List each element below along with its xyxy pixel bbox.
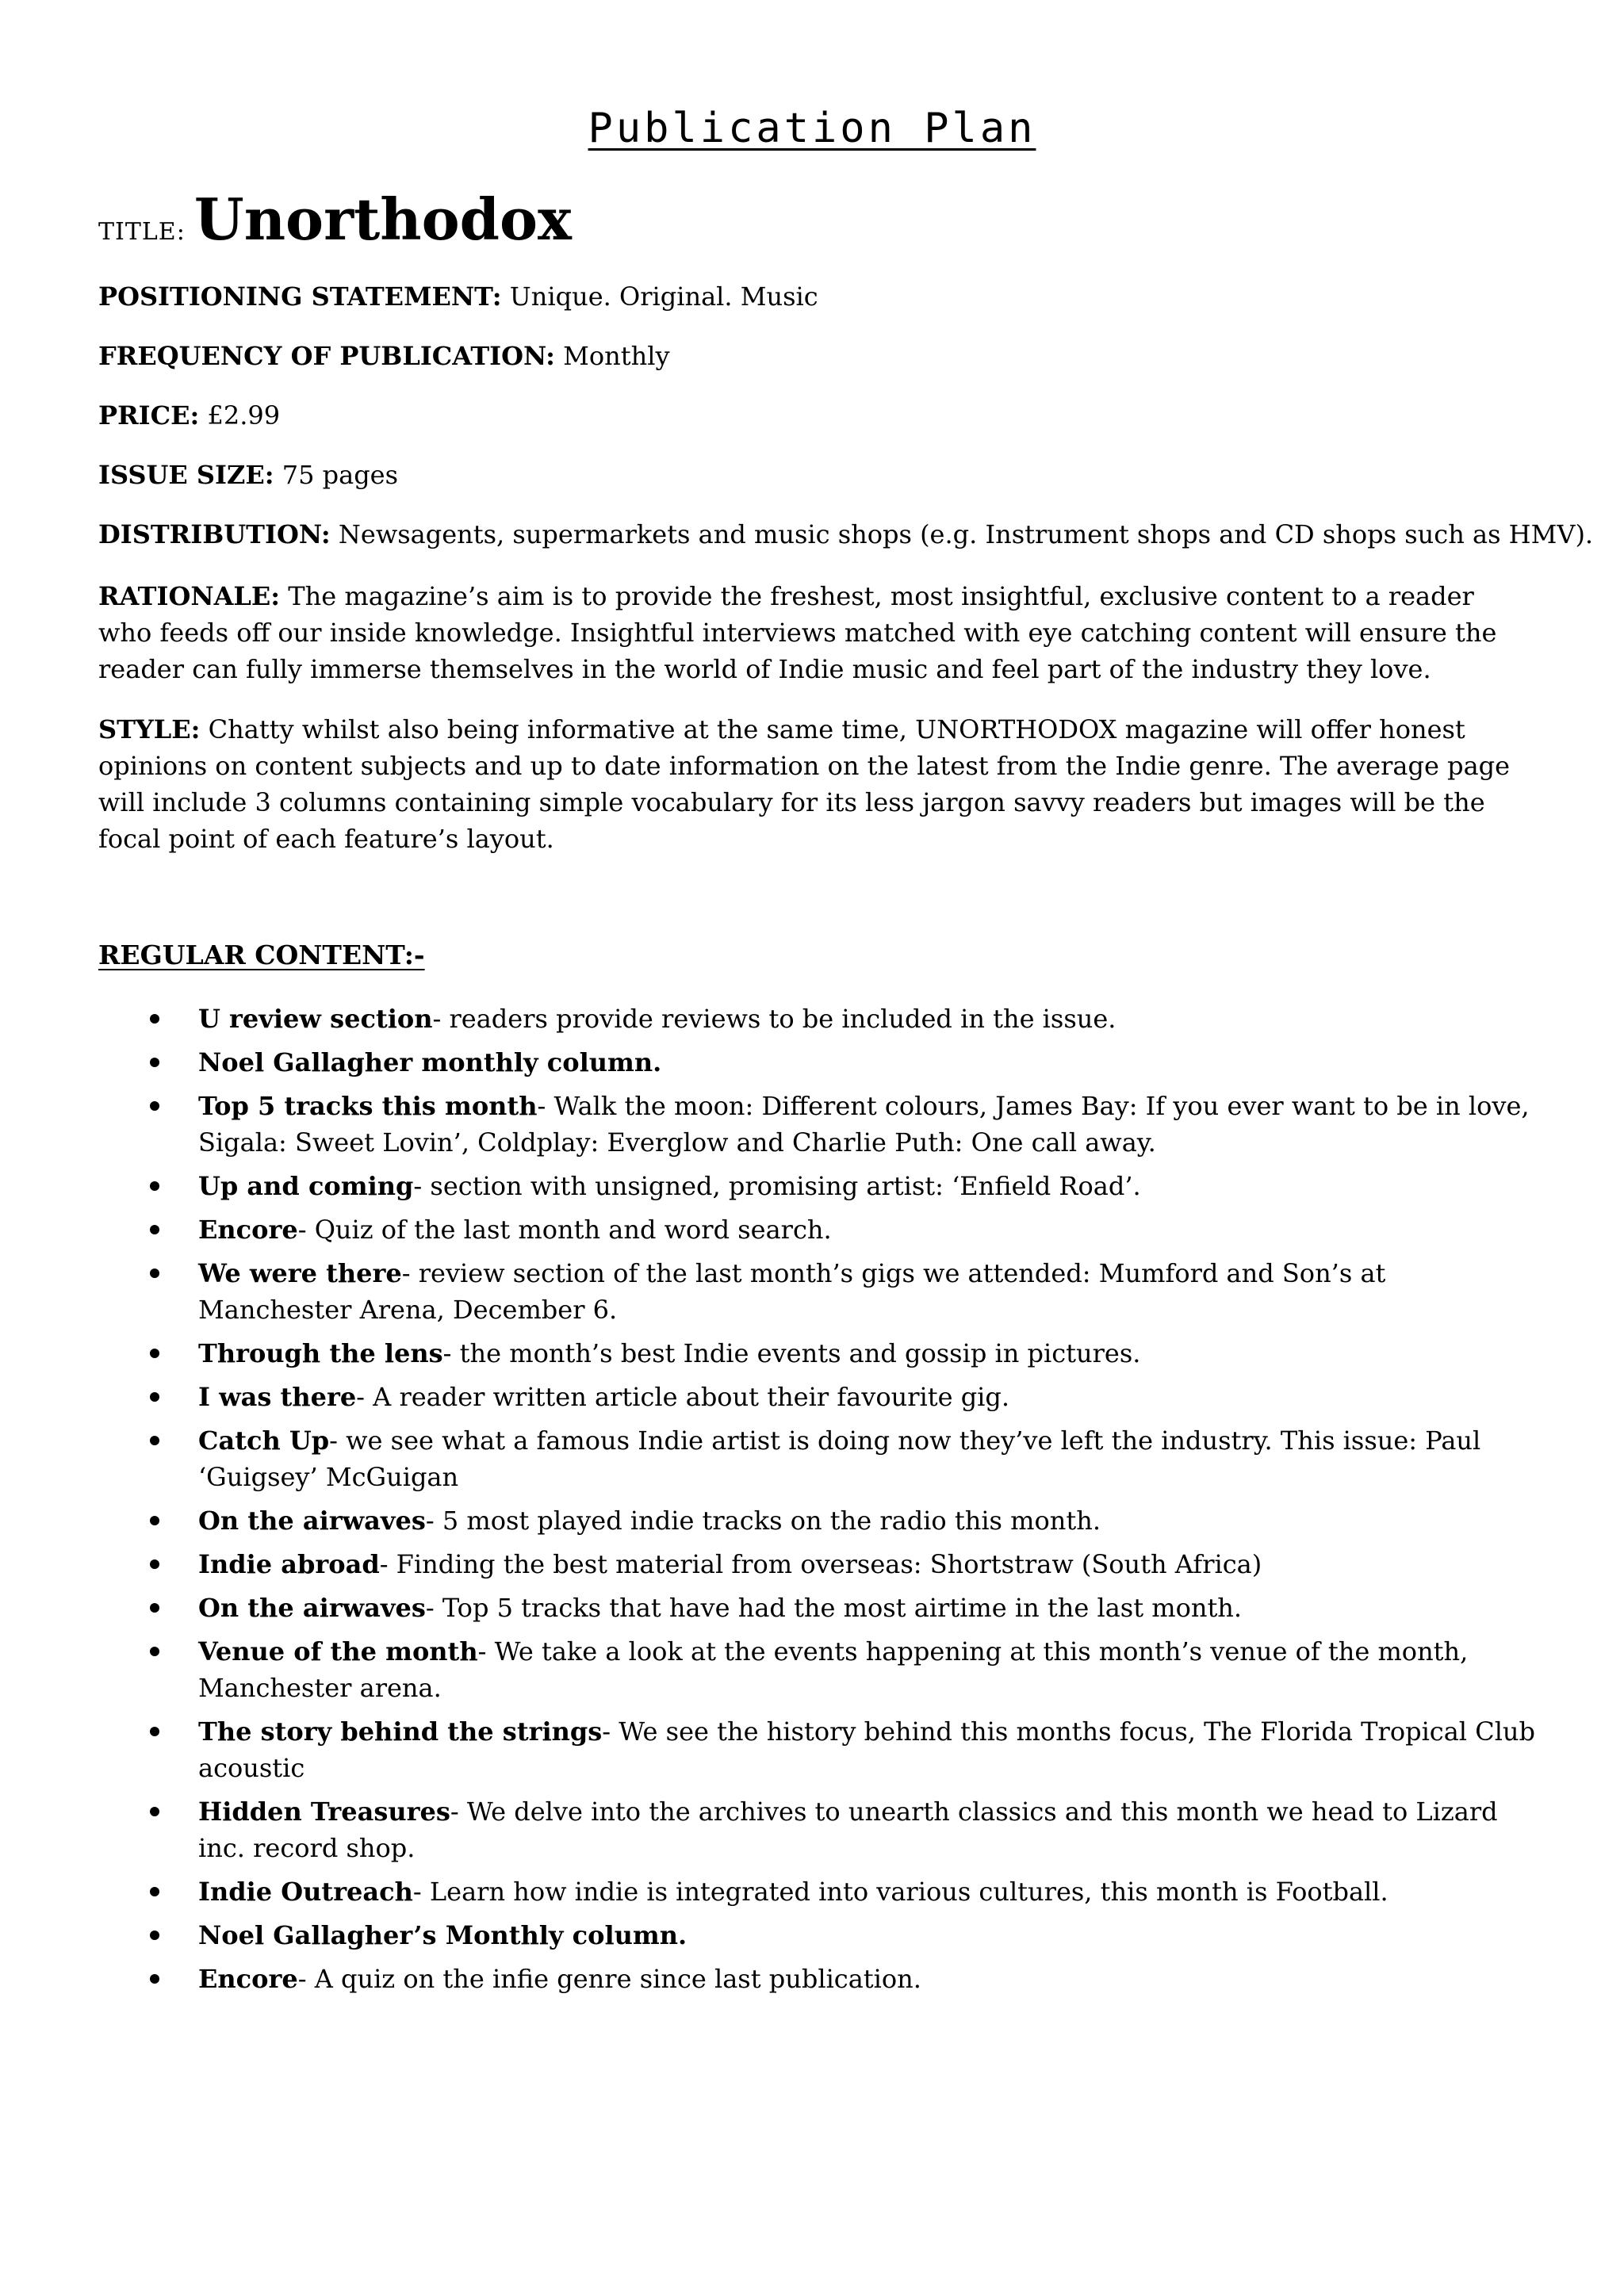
field-label: DISTRIBUTION:	[98, 519, 331, 549]
list-item-lead: Venue of the month	[198, 1636, 478, 1667]
list-item-lead: Catch Up	[198, 1425, 330, 1456]
list-item-lead: Noel Gallagher monthly column.	[198, 1047, 662, 1077]
list-item	[0, 1168, 1546, 1204]
list-item-text: - Finding the best material from overseas: Shortstraw (South Africa)	[379, 1549, 1262, 1579]
regular-content-list	[0, 1001, 1624, 2004]
field-label: FREQUENCY OF PUBLICATION:	[98, 341, 555, 371]
bullet-icon	[150, 1225, 159, 1234]
bullet-icon	[150, 1727, 159, 1736]
field-label: POSITIONING STATEMENT:	[98, 281, 502, 312]
document-heading-text: Publication Plan	[588, 105, 1036, 152]
style-text: Chatty whilst also being informative at the same time, UNORTHODOX magazine will offer honest opinions on content subjects and up to date information on the latest from the Indie genre. The average page will include 3 columns containing simple vocabulary for its less jargon savvy readers but images will be the focal point of each feature’s layout.	[98, 714, 1511, 854]
list-item-text: - section with unsigned, promising artist: ‘Enfield Road’.	[413, 1171, 1141, 1201]
bullet-icon	[150, 1603, 159, 1613]
field-value: Newsagents, supermarkets and music shops (e.g. Instrument shops and CD shops such as HMV).	[330, 519, 1594, 549]
regular-content-heading: REGULAR CONTENT:-	[98, 939, 425, 970]
list-item	[0, 1961, 1546, 1997]
bullet-icon	[150, 1516, 159, 1525]
list-item-text: - review section of the last month’s gigs we attended: Mumford and Son’s at Manchester Arena, December 6.	[198, 1258, 1386, 1325]
bullet-icon	[150, 1807, 159, 1816]
list-item	[0, 1044, 1546, 1081]
list-item-text: - Learn how indie is integrated into various cultures, this month is Football.	[412, 1877, 1388, 1907]
list-item-lead: Hidden Treasures	[198, 1797, 450, 1827]
rationale-paragraph	[98, 578, 1526, 687]
title-line	[98, 176, 572, 279]
list-item-lead: Encore	[198, 1964, 298, 1994]
field-value: Monthly	[554, 341, 670, 371]
list-item-lead: We were there	[198, 1258, 402, 1288]
bullet-icon	[150, 1392, 159, 1402]
list-item	[0, 1255, 1546, 1328]
distribution-field	[98, 516, 1594, 553]
list-item	[0, 1917, 1546, 1954]
list-item-lead: I was there	[198, 1382, 357, 1412]
frequency-field	[98, 338, 1526, 374]
field-value: Unique. Original. Music	[501, 281, 818, 312]
magazine-title: Unorthodox	[193, 186, 572, 253]
list-item	[0, 1211, 1546, 1248]
bullet-icon	[150, 1647, 159, 1656]
list-item-text: - We take a look at the events happening at this month’s venue of the month, Manchester arena.	[198, 1636, 1469, 1703]
list-item-text: - We delve into the archives to unearth classics and this month we head to Lizard inc. record shop.	[198, 1797, 1498, 1863]
style-label: STYLE:	[98, 714, 201, 744]
list-item-lead: U review section	[198, 1004, 433, 1034]
list-item-lead: Encore	[198, 1215, 298, 1245]
list-item-lead: On the airwaves	[198, 1506, 426, 1536]
list-item	[0, 1633, 1546, 1706]
field-label: PRICE:	[98, 400, 200, 430]
list-item	[0, 1088, 1546, 1161]
list-item	[0, 1590, 1546, 1626]
list-item	[0, 1713, 1546, 1786]
bullet-icon	[150, 1014, 159, 1024]
list-item-lead: Indie abroad	[198, 1549, 380, 1579]
list-item	[0, 1335, 1546, 1372]
list-item-lead: Up and coming	[198, 1171, 414, 1201]
bullet-icon	[150, 1101, 159, 1111]
bullet-icon	[150, 1436, 159, 1445]
list-item-text: - A quiz on the infie genre since last publication.	[297, 1964, 921, 1994]
bullet-icon	[150, 1931, 159, 1940]
list-item-lead: Through the lens	[198, 1338, 443, 1368]
bullet-icon	[150, 1058, 159, 1067]
list-item-text: - the month’s best Indie events and gossip in pictures.	[442, 1338, 1141, 1368]
list-item-text: - readers provide reviews to be included in the issue.	[432, 1004, 1116, 1034]
bullet-icon	[150, 1349, 159, 1358]
list-item-lead: Noel Gallagher’s Monthly column.	[198, 1920, 688, 1950]
list-item	[0, 1001, 1546, 1037]
bullet-icon	[150, 1974, 159, 1984]
list-item-lead: On the airwaves	[198, 1593, 426, 1623]
bullet-icon	[150, 1887, 159, 1896]
price-field	[98, 397, 1526, 434]
style-paragraph	[98, 711, 1526, 857]
list-item-text: - A reader written article about their favourite gig.	[356, 1382, 1010, 1412]
bullet-icon	[150, 1181, 159, 1191]
list-item	[0, 1502, 1546, 1539]
bullet-icon	[150, 1269, 159, 1278]
list-item-text: - 5 most played indie tracks on the radio this month.	[425, 1506, 1101, 1536]
field-value: 75 pages	[274, 460, 399, 490]
list-item-lead: Top 5 tracks this month	[198, 1091, 538, 1121]
field-label: ISSUE SIZE:	[98, 460, 274, 490]
list-item	[0, 1379, 1546, 1415]
list-item-text: - Quiz of the last month and word search.	[297, 1215, 832, 1245]
field-value: £2.99	[199, 400, 281, 430]
title-label: TITLE:	[98, 218, 186, 246]
bullet-icon	[150, 1559, 159, 1569]
document-heading	[0, 97, 1624, 160]
positioning-statement-field	[98, 278, 1526, 315]
list-item	[0, 1793, 1546, 1866]
issue-size-field	[98, 457, 1526, 493]
list-item-text: - Walk the moon: Different colours, James Bay: If you ever want to be in love, Sigala: Sweet Lovin’, Coldplay: Everglow and Charlie Puth: One call away.	[198, 1091, 1530, 1158]
rationale-text: The magazine’s aim is to provide the freshest, most insightful, exclusive content to a reader who feeds off our inside knowledge. Insightful interviews matched with eye catching content will ensure the reader can fully immerse themselves in the world of Indie music and feel part of the industry they love.	[98, 581, 1497, 684]
rationale-label: RATIONALE:	[98, 581, 281, 611]
list-item	[0, 1873, 1546, 1910]
list-item-lead: The story behind the strings	[198, 1716, 603, 1747]
list-item-text: - we see what a famous Indie artist is doing now they’ve left the industry. This issue: Paul ‘Guigsey’ McGuigan	[198, 1425, 1481, 1492]
list-item-lead: Indie Outreach	[198, 1877, 413, 1907]
list-item-text: - We see the history behind this months focus, The Florida Tropical Club acoustic	[198, 1716, 1536, 1783]
list-item-text: - Top 5 tracks that have had the most airtime in the last month.	[425, 1593, 1243, 1623]
list-item	[0, 1546, 1546, 1582]
list-item	[0, 1422, 1546, 1495]
